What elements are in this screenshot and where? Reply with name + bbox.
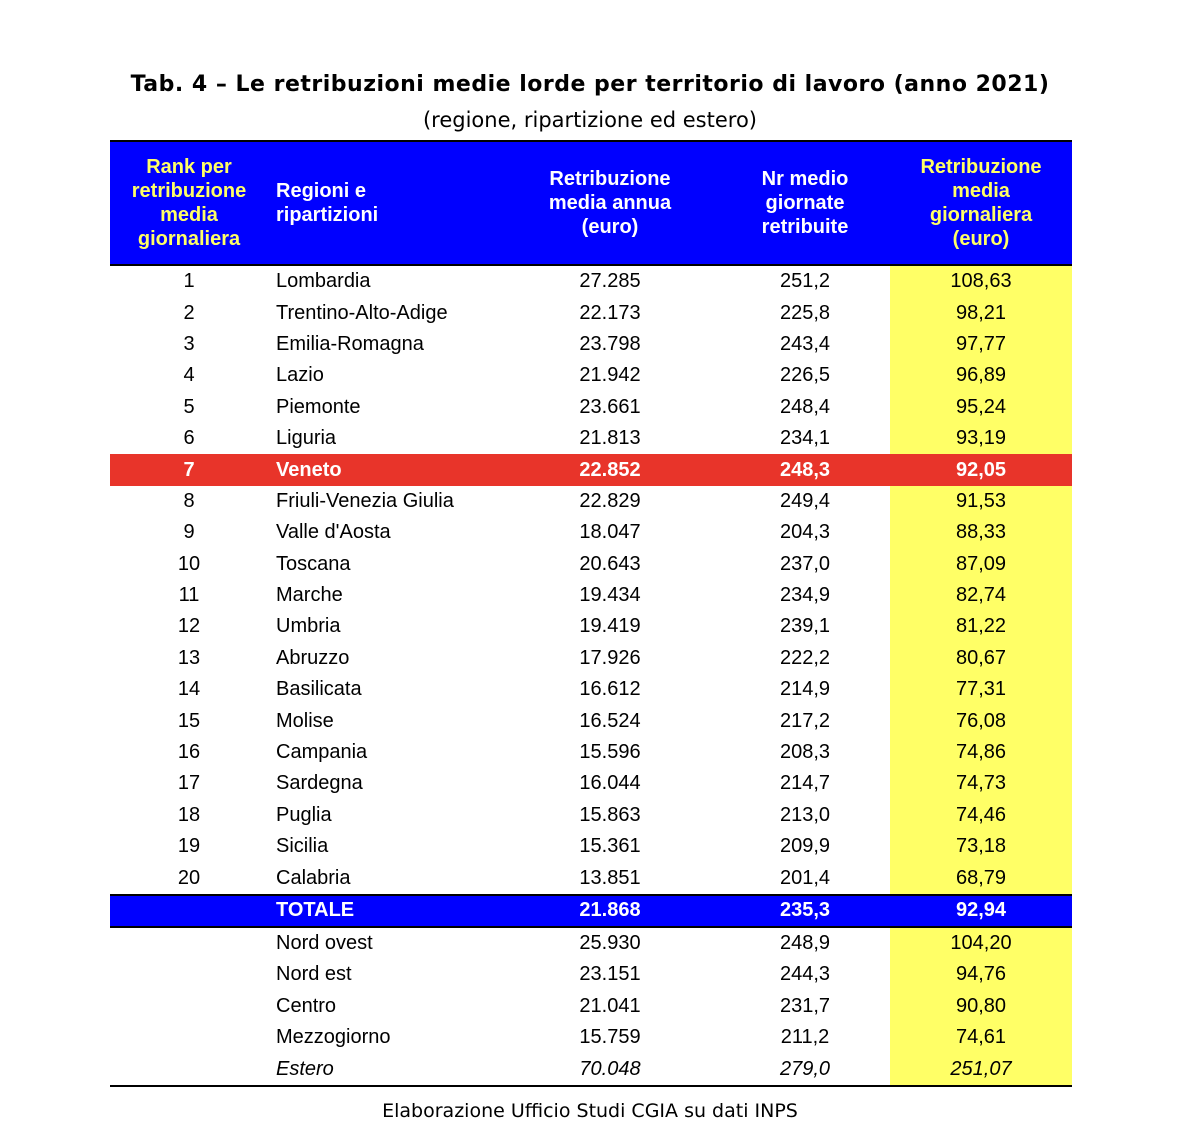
daily-salary-cell: 87,09	[890, 549, 1072, 580]
paid-days-cell: 213,0	[779, 803, 831, 826]
daily-salary-cell: 88,33	[890, 517, 1072, 548]
region-name-cell: Puglia	[276, 803, 332, 826]
paid-days-cell: 244,3	[779, 963, 831, 986]
region-name-cell: Centro	[276, 994, 337, 1017]
rank-cell: 15	[177, 709, 201, 732]
region-name-cell: TOTALE	[276, 899, 355, 922]
table-row	[110, 266, 1072, 297]
table-row	[110, 1053, 1072, 1084]
rank-cell: 5	[183, 395, 195, 418]
table-row	[110, 643, 1072, 674]
annual-salary-cell: 23.798	[579, 332, 641, 355]
table-row	[110, 1022, 1072, 1053]
daily-salary-cell: 76,08	[890, 705, 1072, 736]
table-row	[110, 360, 1072, 391]
paid-days-cell: 209,9	[779, 835, 831, 858]
paid-days-cell: 204,3	[779, 521, 831, 544]
rank-cell: 19	[177, 835, 201, 858]
header-annual: Retribuzione media annua (euro)	[548, 168, 672, 238]
table-row	[110, 580, 1072, 611]
rank-cell: 2	[183, 301, 195, 324]
region-name-cell: Mezzogiorno	[276, 1026, 391, 1049]
region-name-cell: Emilia-Romagna	[276, 332, 424, 355]
table-row	[110, 894, 1072, 928]
annual-salary-cell: 15.596	[579, 741, 641, 764]
paid-days-cell: 248,9	[779, 932, 831, 954]
daily-salary-cell: 95,24	[890, 392, 1072, 423]
paid-days-cell: 208,3	[779, 741, 831, 764]
daily-salary-cell: 98,21	[890, 297, 1072, 328]
region-name-cell: Friuli-Venezia Giulia	[276, 489, 454, 512]
rank-cell: 8	[183, 489, 195, 512]
table-row	[110, 392, 1072, 423]
table-row	[110, 329, 1072, 360]
rank-cell	[110, 959, 268, 990]
daily-salary-cell: 74,86	[890, 737, 1072, 768]
region-name-cell: Sicilia	[276, 835, 329, 858]
region-name-cell: Lazio	[276, 364, 324, 387]
region-name-cell: Abruzzo	[276, 646, 350, 669]
paid-days-cell: 248,3	[779, 458, 831, 481]
daily-salary-cell: 251,07	[890, 1053, 1072, 1084]
region-name-cell: Basilicata	[276, 678, 362, 701]
table-row	[110, 674, 1072, 705]
annual-salary-cell: 19.419	[579, 615, 641, 638]
annual-salary-cell: 25.930	[579, 932, 641, 954]
region-name-cell: Nord ovest	[276, 932, 373, 954]
daily-salary-cell: 74,73	[890, 768, 1072, 799]
daily-salary-cell: 108,63	[890, 266, 1072, 297]
table-row	[110, 737, 1072, 768]
daily-salary-cell: 93,19	[890, 423, 1072, 454]
table-row	[110, 611, 1072, 642]
region-name-cell: Veneto	[276, 458, 342, 481]
daily-salary-cell: 91,53	[890, 486, 1072, 517]
annual-salary-cell: 17.926	[579, 646, 641, 669]
daily-salary-cell: 90,80	[890, 991, 1072, 1022]
table-row	[110, 928, 1072, 959]
rank-cell: 3	[183, 332, 195, 355]
region-name-cell: Lombardia	[276, 270, 371, 293]
header-daily: Retribuzione media giornaliera (euro)	[920, 156, 1042, 250]
daily-salary-cell: 104,20	[890, 928, 1072, 959]
daily-salary-cell: 94,76	[890, 959, 1072, 990]
rank-cell: 20	[177, 866, 201, 889]
region-name-cell: Estero	[276, 1057, 334, 1080]
region-name-cell: Calabria	[276, 866, 351, 889]
paid-days-cell: 201,4	[779, 866, 831, 889]
daily-salary-cell: 74,46	[890, 800, 1072, 831]
rank-cell: 18	[177, 803, 201, 826]
annual-salary-cell: 13.851	[579, 866, 641, 889]
rank-cell	[110, 1022, 268, 1053]
annual-salary-cell: 16.044	[579, 772, 641, 795]
source-note: Elaborazione Ufficio Studi CGIA su dati INPS	[382, 1100, 798, 1122]
daily-salary-cell: 92,05	[890, 454, 1072, 485]
rank-cell	[110, 991, 268, 1022]
region-name-cell: Sardegna	[276, 772, 363, 795]
rank-cell: 6	[183, 427, 195, 450]
region-name-cell: Marche	[276, 584, 343, 607]
paid-days-cell: 217,2	[779, 709, 831, 732]
annual-salary-cell: 70.048	[579, 1057, 641, 1080]
table-subtitle: (regione, ripartizione ed estero)	[422, 108, 757, 132]
table-title: Tab. 4 – Le retribuzioni medie lorde per territorio di lavoro (anno 2021)	[130, 72, 1050, 97]
table-header	[110, 140, 1072, 266]
paid-days-cell: 225,8	[779, 301, 831, 324]
paid-days-cell: 248,4	[779, 395, 831, 418]
region-name-cell: Molise	[276, 709, 334, 732]
annual-salary-cell: 18.047	[579, 521, 641, 544]
annual-salary-cell: 19.434	[579, 584, 641, 607]
annual-salary-cell: 22.852	[579, 458, 641, 481]
paid-days-cell: 279,0	[779, 1057, 831, 1080]
paid-days-cell: 234,1	[779, 427, 831, 450]
rank-cell: 9	[183, 521, 195, 544]
region-name-cell: Campania	[276, 741, 368, 764]
salary-table	[110, 140, 1072, 1087]
paid-days-cell: 234,9	[779, 584, 831, 607]
daily-salary-cell: 82,74	[890, 580, 1072, 611]
annual-salary-cell: 23.661	[579, 395, 641, 418]
annual-salary-cell: 15.361	[579, 835, 641, 858]
paid-days-cell: 251,2	[779, 270, 831, 293]
daily-salary-cell: 96,89	[890, 360, 1072, 391]
bottom-rule	[110, 1085, 1072, 1087]
table-row	[110, 517, 1072, 548]
region-name-cell: Trentino-Alto-Adige	[276, 301, 448, 324]
paid-days-cell: 222,2	[779, 646, 831, 669]
daily-salary-cell: 68,79	[890, 862, 1072, 893]
region-name-cell: Umbria	[276, 615, 341, 638]
paid-days-cell: 243,4	[779, 332, 831, 355]
region-name-cell: Valle d'Aosta	[276, 521, 391, 544]
daily-salary-cell: 73,18	[890, 831, 1072, 862]
region-name-cell: Piemonte	[276, 395, 361, 418]
annual-salary-cell: 23.151	[579, 963, 641, 986]
paid-days-cell: 211,2	[780, 1026, 830, 1049]
table-row	[110, 959, 1072, 990]
rank-cell: 4	[183, 364, 195, 387]
region-name-cell: Toscana	[276, 552, 351, 575]
table-row	[110, 549, 1072, 580]
region-name-cell: Nord est	[276, 963, 352, 986]
annual-salary-cell: 21.942	[579, 364, 641, 387]
daily-salary-cell: 97,77	[890, 329, 1072, 360]
table-row	[110, 297, 1072, 328]
annual-salary-cell: 21.041	[579, 994, 641, 1017]
rank-cell	[110, 1053, 268, 1084]
table-row	[110, 454, 1072, 485]
annual-salary-cell: 16.524	[579, 709, 641, 732]
annual-salary-cell: 22.829	[579, 489, 641, 512]
rank-cell: 17	[177, 772, 201, 795]
daily-salary-cell: 81,22	[890, 611, 1072, 642]
rank-cell	[110, 896, 268, 926]
table-row	[110, 862, 1072, 893]
region-name-cell: Liguria	[276, 427, 337, 450]
paid-days-cell: 239,1	[779, 615, 831, 638]
total-row-container	[110, 894, 1072, 928]
header-regions: Regioni e ripartizioni	[276, 180, 379, 226]
daily-salary-cell: 80,67	[890, 643, 1072, 674]
header-days: Nr medio giornate retribuite	[761, 168, 849, 238]
table-row	[110, 486, 1072, 517]
table-row	[110, 423, 1072, 454]
paid-days-cell: 235,3	[779, 899, 831, 922]
rank-cell: 16	[177, 741, 201, 764]
header-rank: Rank per retribuzione media giornaliera	[131, 156, 247, 250]
table-row	[110, 800, 1072, 831]
rank-cell: 11	[178, 584, 200, 607]
paid-days-cell: 231,7	[779, 994, 831, 1017]
annual-salary-cell: 21.868	[579, 899, 641, 922]
annual-salary-cell: 15.863	[579, 803, 641, 826]
table-row	[110, 831, 1072, 862]
rank-cell: 7	[183, 458, 195, 481]
daily-salary-cell: 77,31	[890, 674, 1072, 705]
annual-salary-cell: 16.612	[579, 678, 641, 701]
rank-cell: 13	[177, 646, 201, 669]
paid-days-cell: 214,7	[779, 772, 831, 795]
annual-salary-cell: 27.285	[579, 270, 641, 293]
rank-cell: 1	[183, 270, 195, 293]
paid-days-cell: 214,9	[779, 678, 831, 701]
annual-salary-cell: 22.173	[579, 301, 641, 324]
division-rows	[110, 928, 1072, 1085]
rank-cell	[110, 928, 268, 959]
region-rows	[110, 266, 1072, 894]
table-row	[110, 768, 1072, 799]
table-row	[110, 705, 1072, 736]
paid-days-cell: 226,5	[779, 364, 831, 387]
rank-cell: 10	[177, 552, 201, 575]
paid-days-cell: 249,4	[779, 489, 831, 512]
daily-salary-cell: 92,94	[890, 896, 1072, 926]
annual-salary-cell: 21.813	[579, 427, 641, 450]
paid-days-cell: 237,0	[779, 552, 831, 575]
rank-cell: 12	[177, 615, 201, 638]
daily-salary-cell: 74,61	[890, 1022, 1072, 1053]
annual-salary-cell: 20.643	[579, 552, 641, 575]
annual-salary-cell: 15.759	[579, 1026, 641, 1049]
table-row	[110, 991, 1072, 1022]
rank-cell: 14	[177, 678, 201, 701]
